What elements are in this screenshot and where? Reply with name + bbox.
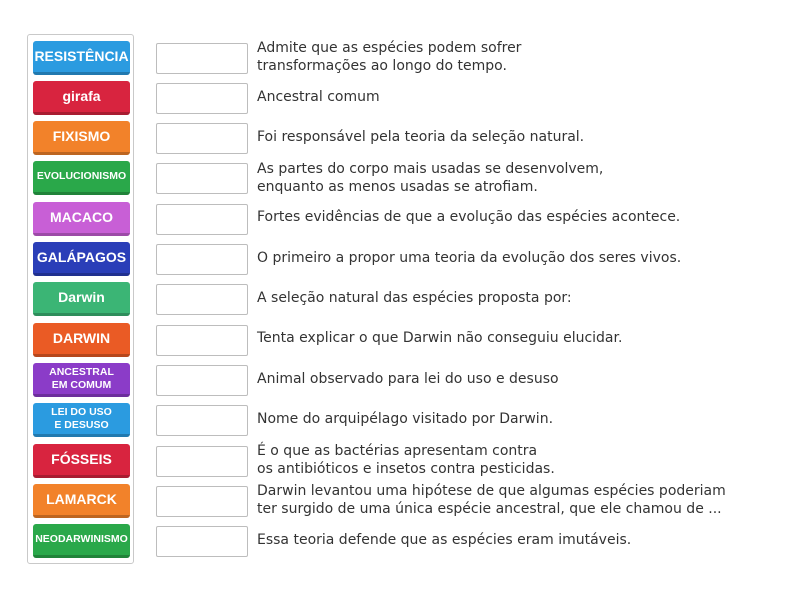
clue-9: Animal observado para lei do uso e desuso — [257, 371, 559, 387]
drop-slot-5[interactable] — [156, 204, 248, 235]
tile-ancestral-em-comum[interactable]: ANCESTRAL EM COMUM — [33, 363, 130, 397]
drop-slot-3[interactable] — [156, 123, 248, 154]
drop-slot-6[interactable] — [156, 244, 248, 275]
drop-slot-12[interactable] — [156, 486, 248, 517]
clue-2: Ancestral comum — [257, 89, 380, 105]
tile-evolucionismo[interactable]: EVOLUCIONISMO — [33, 161, 130, 195]
clue-7: A seleção natural das espécies proposta por: — [257, 290, 572, 306]
tile-lei-do-uso-e-desuso[interactable]: LEI DO USO E DESUSO — [33, 403, 130, 437]
clue-10: Nome do arquipélago visitado por Darwin. — [257, 411, 554, 427]
clue-6: O primeiro a propor uma teoria da evolução dos seres vivos. — [257, 250, 682, 266]
drop-slot-4[interactable] — [156, 163, 248, 194]
tile-macaco[interactable]: MACACO — [33, 202, 130, 236]
clue-11: É o que as bactérias apresentam contra os antibióticos e insetos contra pesticidas. — [257, 443, 555, 477]
drop-slot-2[interactable] — [156, 83, 248, 114]
clue-3: Foi responsável pela teoria da seleção natural. — [257, 129, 585, 145]
tile-girafa[interactable]: girafa — [33, 81, 130, 115]
clue-13: Essa teoria defende que as espécies eram imutáveis. — [257, 532, 632, 548]
clue-12: Darwin levantou uma hipótese de que algumas espécies poderiam ter surgido de uma única espécie ancestral, que ele chamou de ... — [257, 483, 726, 517]
drop-slot-7[interactable] — [156, 284, 248, 315]
tile-fixismo[interactable]: FIXISMO — [33, 121, 130, 155]
tile-darwin-upper[interactable]: DARWIN — [33, 323, 130, 357]
tile-neodarwinismo[interactable]: NEODARWINISMO — [33, 524, 130, 558]
tile-resistencia[interactable]: RESISTÊNCIA — [33, 41, 130, 75]
clue-1: Admite que as espécies podem sofrer transformações ao longo do tempo. — [257, 40, 522, 74]
tile-darwin-lower[interactable]: Darwin — [33, 282, 130, 316]
tile-fosseis[interactable]: FÓSSEIS — [33, 444, 130, 478]
clue-8: Tenta explicar o que Darwin não conseguiu elucidar. — [257, 330, 623, 346]
drop-slot-9[interactable] — [156, 365, 248, 396]
drop-slot-13[interactable] — [156, 526, 248, 557]
drop-slot-1[interactable] — [156, 43, 248, 74]
drop-slot-10[interactable] — [156, 405, 248, 436]
drop-slot-8[interactable] — [156, 325, 248, 356]
clue-5: Fortes evidências de que a evolução das espécies acontece. — [257, 209, 681, 225]
tile-lamarck[interactable]: LAMARCK — [33, 484, 130, 518]
clue-4: As partes do corpo mais usadas se desenvolvem, enquanto as menos usadas se atrofiam. — [257, 161, 604, 195]
tile-galapagos[interactable]: GALÁPAGOS — [33, 242, 130, 276]
drop-slot-11[interactable] — [156, 446, 248, 477]
